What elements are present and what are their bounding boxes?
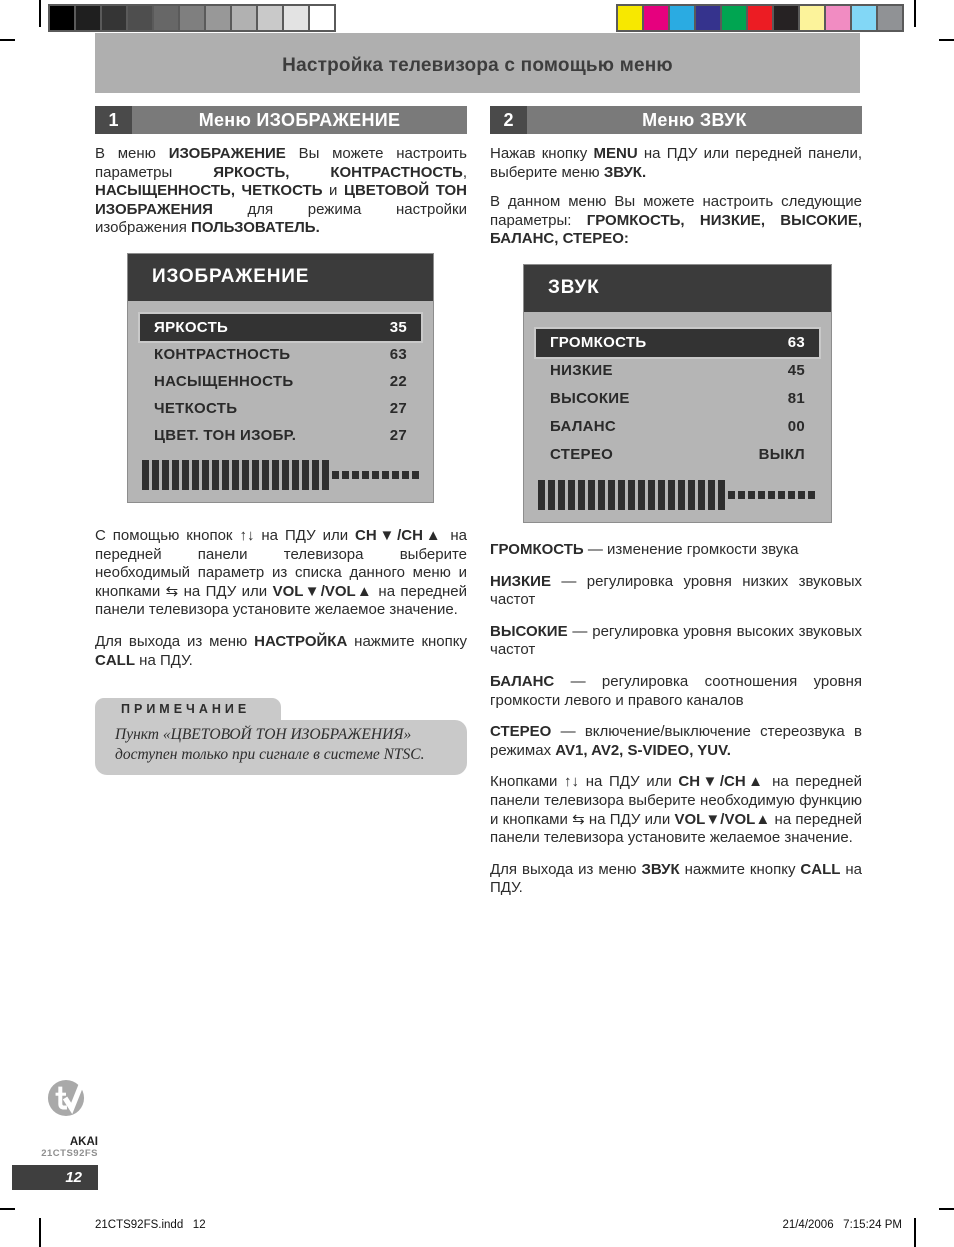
slider-filled-segment bbox=[648, 480, 655, 510]
slider-filled-segment bbox=[262, 460, 269, 490]
osd-sound-body bbox=[524, 312, 831, 522]
paragraph-sound-exit: Для выхода из меню ЗВУК нажмите кнопку CALL на ПДУ. bbox=[490, 860, 862, 897]
osd-picture-slider bbox=[142, 460, 419, 490]
slider-filled-segment bbox=[292, 460, 299, 490]
crop-mark bbox=[939, 39, 954, 41]
paragraph-sound-buttons: Кнопками ↑↓ на ПДУ или CH▼/CH▲ на передней панели телевизора выберите необходимую функцию и кнопками ⇆ на ПДУ или VOL▼/VOL▲ на передней панели телевизора установите желаемое значение. bbox=[490, 773, 863, 847]
slider-filled-segment bbox=[252, 460, 259, 490]
slider-filled-segment bbox=[718, 480, 725, 510]
slider-filled-segment bbox=[588, 480, 595, 510]
slider-filled-segment bbox=[678, 480, 685, 510]
slider-empty-segment bbox=[342, 471, 349, 479]
slider-filled-segment bbox=[242, 460, 249, 490]
osd-row-treble bbox=[536, 385, 819, 413]
paragraph-picture-exit: Для выхода из меню НАСТРОЙКА нажмите кнопку CALL на ПДУ. bbox=[95, 632, 467, 669]
osd-row-label: НИЗКИЕ bbox=[550, 362, 613, 380]
calibration-swatch bbox=[644, 6, 668, 30]
slider-filled-segment bbox=[598, 480, 605, 510]
osd-row-label: СТЕРЕО bbox=[550, 446, 614, 464]
calibration-swatch bbox=[618, 6, 642, 30]
osd-row-value: ВЫКЛ bbox=[758, 446, 805, 464]
slider-empty-segment bbox=[748, 491, 755, 499]
crop-mark bbox=[0, 39, 15, 41]
calibration-swatch bbox=[180, 6, 204, 30]
column-sound-menu bbox=[490, 106, 862, 898]
osd-row-value: 63 bbox=[787, 334, 805, 352]
slider-filled-segment bbox=[608, 480, 615, 510]
slider-empty-segment bbox=[808, 491, 815, 499]
slider-empty-segment bbox=[768, 491, 775, 499]
osd-row-value: 00 bbox=[787, 418, 805, 436]
slider-filled-segment bbox=[272, 460, 279, 490]
crop-mark bbox=[914, 1218, 916, 1247]
slider-filled-segment bbox=[312, 460, 319, 490]
model-number: 21CTS92FS bbox=[41, 1148, 98, 1159]
crop-mark bbox=[914, 0, 916, 27]
slider-filled-segment bbox=[162, 460, 169, 490]
slider-empty-segment bbox=[798, 491, 805, 499]
slider-empty-segment bbox=[758, 491, 765, 499]
osd-picture-title: ИЗОБРАЖЕНИЕ bbox=[128, 254, 433, 301]
brand-block bbox=[0, 1136, 98, 1160]
calibration-swatch bbox=[206, 6, 230, 30]
slider-filled-segment bbox=[708, 480, 715, 510]
slider-filled-segment bbox=[192, 460, 199, 490]
calibration-swatch bbox=[232, 6, 256, 30]
osd-row-label: ВЫСОКИЕ bbox=[550, 390, 630, 408]
slider-filled-segment bbox=[578, 480, 585, 510]
calibration-swatch bbox=[774, 6, 798, 30]
calibration-swatch bbox=[128, 6, 152, 30]
calibration-swatch bbox=[670, 6, 694, 30]
column-picture-menu bbox=[95, 106, 467, 775]
definition-volume: ГРОМКОСТЬ — изменение громкости звука bbox=[490, 540, 799, 558]
osd-row-label: КОНТРАСТНОСТЬ bbox=[154, 345, 291, 363]
slider-filled-segment bbox=[618, 480, 625, 510]
section-header-picture bbox=[95, 106, 467, 134]
slider-filled-segment bbox=[658, 480, 665, 510]
slider-empty-segment bbox=[372, 471, 379, 479]
slider-filled-segment bbox=[548, 480, 555, 510]
slider-filled-segment bbox=[182, 460, 189, 490]
footer-timestamp: 21/4/2006 7:15:24 PM bbox=[782, 1219, 902, 1231]
osd-sound-slider bbox=[538, 480, 817, 510]
crop-mark bbox=[39, 0, 41, 27]
section-number: 2 bbox=[490, 106, 527, 134]
slider-filled-segment bbox=[688, 480, 695, 510]
page-number: 12 bbox=[65, 1169, 82, 1186]
osd-picture-body bbox=[128, 301, 433, 502]
osd-row-tint bbox=[140, 422, 421, 449]
paragraph-picture-buttons: С помощью кнопок ↑↓ на ПДУ или CH▼/CH▲ на передней панели телевизора выберите необходимый параметр из списка данного меню и кнопками ⇆ на ПДУ или VOL▼/VOL▲ на передней панели телевизора установите желаемое значение. bbox=[95, 526, 468, 619]
section-header-sound bbox=[490, 106, 862, 134]
slider-empty-segment bbox=[362, 471, 369, 479]
note-box bbox=[95, 698, 467, 775]
osd-row-bass bbox=[536, 357, 819, 385]
note-text: Пункт «ЦВЕТОВОЙ ТОН ИЗОБРАЖЕНИЯ» доступен только при сигнале в системе NTSC. bbox=[95, 720, 467, 775]
slider-filled-segment bbox=[232, 460, 239, 490]
osd-row-value: 45 bbox=[787, 362, 805, 380]
paragraph-sound-p1: Нажав кнопку MENU на ПДУ или передней панели, выберите меню ЗВУК. bbox=[490, 145, 862, 181]
slider-empty-segment bbox=[738, 491, 745, 499]
slider-filled-segment bbox=[212, 460, 219, 490]
slider-empty-segment bbox=[402, 471, 409, 479]
osd-row-volume bbox=[536, 329, 819, 357]
slider-filled-segment bbox=[638, 480, 645, 510]
page-number-bar bbox=[12, 1165, 98, 1190]
osd-row-label: ЧЕТКОСТЬ bbox=[154, 399, 238, 417]
osd-row-label: БАЛАНС bbox=[550, 418, 617, 436]
calibration-swatch bbox=[310, 6, 334, 30]
osd-row-label: НАСЫЩЕННОСТЬ bbox=[154, 372, 294, 390]
calibration-swatch bbox=[258, 6, 282, 30]
color-calibration-strip bbox=[616, 4, 904, 32]
slider-empty-segment bbox=[332, 471, 339, 479]
slider-empty-segment bbox=[392, 471, 399, 479]
slider-filled-segment bbox=[698, 480, 705, 510]
osd-row-contrast bbox=[140, 341, 421, 368]
osd-row-value: 27 bbox=[389, 426, 407, 444]
osd-row-value: 63 bbox=[389, 345, 407, 363]
paragraph-picture-intro: В меню ИЗОБРАЖЕНИЕ Вы можете настроить параметры ЯРКОСТЬ, КОНТРАСТНОСТЬ, НАСЫЩЕННОСТЬ, ЧЕТКОСТЬ и ЦВЕТОВОЙ ТОН ИЗОБРАЖЕНИЯ для режима настройки изображения ПОЛЬЗОВАТЕЛЬ. bbox=[95, 145, 468, 237]
osd-row-sharpness bbox=[140, 395, 421, 422]
osd-row-value: 81 bbox=[787, 390, 805, 408]
osd-sound-menu bbox=[523, 264, 832, 523]
slider-empty-segment bbox=[382, 471, 389, 479]
section-number: 1 bbox=[95, 106, 132, 134]
section-title: Меню ИЗОБРАЖЕНИЕ bbox=[132, 106, 467, 134]
osd-row-stereo bbox=[536, 441, 819, 469]
definition-bass: НИЗКИЕ — регулировка уровня низких звуковых частот bbox=[490, 572, 862, 609]
crop-mark bbox=[0, 1208, 15, 1210]
calibration-swatch bbox=[722, 6, 746, 30]
tv-logo-icon bbox=[47, 1079, 85, 1117]
slider-filled-segment bbox=[302, 460, 309, 490]
osd-sound-title: ЗВУК bbox=[524, 265, 831, 312]
definition-balance: БАЛАНС — регулировка соотношения уровня громкости левого и правого каналов bbox=[490, 672, 862, 709]
brand-name: AKAI bbox=[69, 1136, 98, 1148]
crop-mark bbox=[939, 1208, 954, 1210]
slider-filled-segment bbox=[152, 460, 159, 490]
slider-empty-segment bbox=[352, 471, 359, 479]
osd-row-label: ЯРКОСТЬ bbox=[154, 318, 229, 336]
slider-filled-segment bbox=[628, 480, 635, 510]
slider-empty-segment bbox=[788, 491, 795, 499]
calibration-swatch bbox=[76, 6, 100, 30]
calibration-swatch bbox=[878, 6, 902, 30]
osd-row-value: 27 bbox=[389, 399, 407, 417]
calibration-swatch bbox=[102, 6, 126, 30]
footer-filename: 21CTS92FS.indd 12 bbox=[95, 1219, 206, 1231]
calibration-swatch bbox=[696, 6, 720, 30]
paragraph-sound-p2: В данном меню Вы можете настроить следующие параметры: ГРОМКОСТЬ, НИЗКИЕ, ВЫСОКИЕ, БАЛАНС, СТЕРЕО: bbox=[490, 193, 862, 248]
note-title: ПРИМЕЧАНИЕ bbox=[95, 698, 281, 720]
page-title: Настройка телевизора с помощью меню bbox=[282, 55, 673, 76]
slider-filled-segment bbox=[668, 480, 675, 510]
slider-filled-segment bbox=[222, 460, 229, 490]
osd-picture-menu bbox=[127, 253, 434, 503]
osd-row-saturation bbox=[140, 368, 421, 395]
page-header bbox=[95, 33, 860, 93]
crop-mark bbox=[39, 1218, 41, 1247]
calibration-swatch bbox=[284, 6, 308, 30]
slider-filled-segment bbox=[568, 480, 575, 510]
slider-empty-segment bbox=[412, 471, 419, 479]
slider-filled-segment bbox=[322, 460, 329, 490]
calibration-swatch bbox=[50, 6, 74, 30]
calibration-swatch bbox=[826, 6, 850, 30]
calibration-swatch bbox=[748, 6, 772, 30]
calibration-swatch bbox=[800, 6, 824, 30]
slider-empty-segment bbox=[778, 491, 785, 499]
slider-filled-segment bbox=[172, 460, 179, 490]
slider-filled-segment bbox=[538, 480, 545, 510]
osd-row-value: 22 bbox=[389, 372, 407, 390]
osd-row-label: ГРОМКОСТЬ bbox=[550, 334, 647, 352]
calibration-swatch bbox=[852, 6, 876, 30]
slider-filled-segment bbox=[558, 480, 565, 510]
grayscale-calibration-strip bbox=[48, 4, 336, 32]
osd-row-label: ЦВЕТ. ТОН ИЗОБР. bbox=[154, 426, 297, 444]
osd-row-value: 35 bbox=[389, 318, 407, 336]
slider-filled-segment bbox=[142, 460, 149, 490]
definition-stereo: СТЕРЕО — включение/выключение стереозвука в режимах AV1, AV2, S-VIDEO, YUV. bbox=[490, 723, 862, 759]
definition-treble: ВЫСОКИЕ — регулировка уровня высоких звуковых частот bbox=[490, 622, 862, 659]
calibration-swatch bbox=[154, 6, 178, 30]
osd-row-brightness bbox=[140, 314, 421, 341]
section-title: Меню ЗВУК bbox=[527, 106, 862, 134]
osd-row-balance bbox=[536, 413, 819, 441]
slider-filled-segment bbox=[202, 460, 209, 490]
slider-empty-segment bbox=[728, 491, 735, 499]
slider-filled-segment bbox=[282, 460, 289, 490]
